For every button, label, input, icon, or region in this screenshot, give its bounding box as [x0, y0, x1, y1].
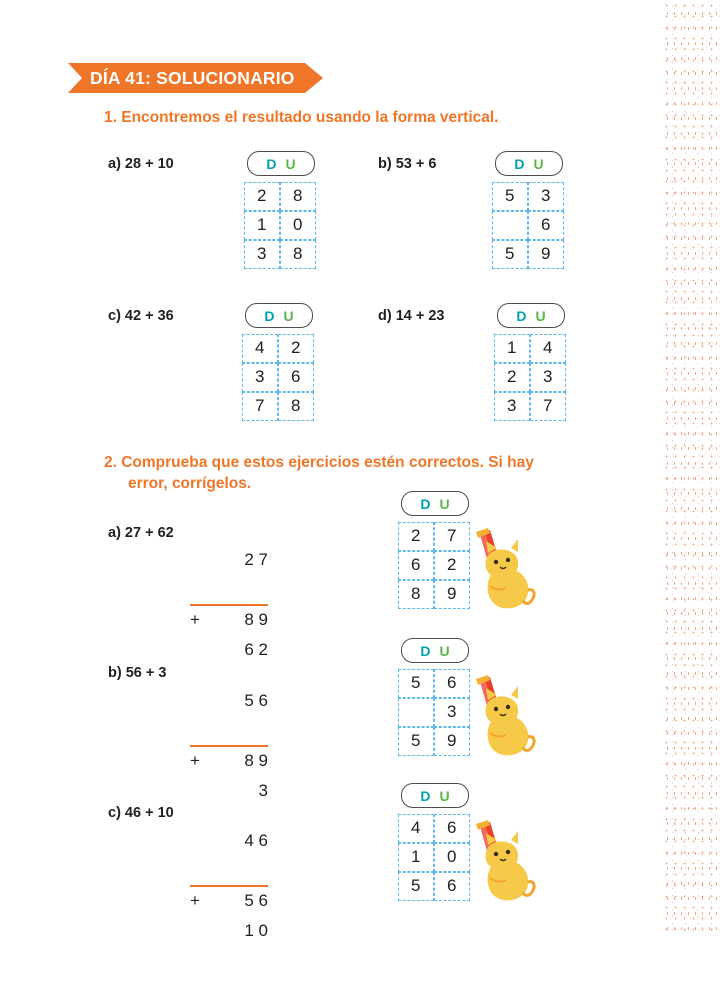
cell-bottom-tens: [398, 698, 435, 728]
work-top-row: [190, 826, 268, 856]
cell-top-tens: 5: [398, 669, 435, 699]
cat-with-pencil-icon: [466, 675, 538, 761]
cell-top-units: 2: [278, 334, 315, 364]
cell-top-tens: 1: [494, 334, 531, 364]
cell-result-units: 9: [434, 727, 471, 757]
d-label: D: [420, 495, 431, 512]
cell-bottom-units: 2: [434, 551, 471, 581]
d-label: D: [514, 155, 525, 172]
cell-result-tens: 8: [398, 580, 435, 610]
cell-top-units: 8: [280, 182, 317, 212]
student-work-2a: [190, 545, 268, 659]
cell-bottom-tens: 2: [494, 363, 531, 393]
exercise2-item-a-label: a) 27 + 62: [108, 525, 174, 541]
cell-bottom-units: 3: [530, 363, 567, 393]
cell-result-tens: 5: [398, 872, 435, 902]
cell-result-units: 6: [434, 872, 471, 902]
cell-bottom-units: 0: [280, 211, 317, 241]
cell-result-tens: 7: [242, 392, 279, 422]
cell-result-units: 9: [528, 240, 565, 270]
cat-with-pencil-icon: [466, 528, 538, 614]
du-header-2c: [401, 783, 469, 808]
work-bottom: 6 2: [244, 640, 268, 659]
du-header-1a: [247, 151, 315, 176]
student-work-2b: [190, 686, 268, 800]
cell-result-units: 8: [280, 240, 317, 270]
cell-result-tens: 5: [398, 727, 435, 757]
u-label: U: [439, 495, 450, 512]
cell-bottom-units: 6: [278, 363, 315, 393]
cell-result-units: 9: [434, 580, 471, 610]
cell-top-tens: 5: [492, 182, 529, 212]
exercise1-item-b-label: b) 53 + 6: [378, 156, 437, 172]
cell-result-tens: 3: [494, 392, 531, 422]
d-label: D: [420, 787, 431, 804]
exercise2-instruction-line1: 2. Comprueba que estos ejercicios estén correctos. Si hay: [104, 454, 534, 471]
u-label: U: [533, 155, 544, 172]
cell-bottom-tens: 1: [244, 211, 281, 241]
cell-bottom-tens: [492, 211, 529, 241]
cell-bottom-units: 6: [528, 211, 565, 241]
work-result-row: [190, 886, 268, 916]
work-result-row: [190, 746, 268, 776]
cell-result-tens: 3: [244, 240, 281, 270]
cell-top-units: 4: [530, 334, 567, 364]
cell-top-units: 3: [528, 182, 565, 212]
du-header-1d: [497, 303, 565, 328]
work-result: 5 6: [244, 891, 268, 910]
plus-sign: +: [190, 751, 200, 770]
plus-sign: +: [190, 610, 200, 629]
vertical-grid-2c: [398, 814, 470, 901]
exercise1-item-d-label: d) 14 + 23: [378, 308, 445, 324]
vertical-grid-1d: [494, 334, 566, 421]
cell-result-units: 7: [530, 392, 567, 422]
work-top: 2 7: [244, 550, 268, 569]
page-title-text: DÍA 41: SOLUCIONARIO: [90, 67, 295, 88]
work-bottom: 3: [258, 781, 268, 800]
u-label: U: [439, 642, 450, 659]
exercise1-instruction: 1. Encontremos el resultado usando la forma vertical.: [104, 109, 499, 126]
u-label: U: [535, 307, 546, 324]
cell-top-tens: 4: [398, 814, 435, 844]
du-header-1c: [245, 303, 313, 328]
student-work-2c: [190, 826, 268, 940]
cell-top-units: 7: [434, 522, 471, 552]
d-label: D: [264, 307, 275, 324]
cell-result-tens: 5: [492, 240, 529, 270]
cell-result-units: 8: [278, 392, 315, 422]
plus-sign: +: [190, 891, 200, 910]
decorative-speckle-band: [662, 0, 720, 932]
cell-top-units: 6: [434, 669, 471, 699]
u-label: U: [285, 155, 296, 172]
cell-top-tens: 4: [242, 334, 279, 364]
du-header-1b: [495, 151, 563, 176]
vertical-grid-1a: [244, 182, 316, 269]
work-top: 5 6: [244, 691, 268, 710]
cell-bottom-tens: 1: [398, 843, 435, 873]
cell-bottom-units: 0: [434, 843, 471, 873]
work-result-row: [190, 605, 268, 635]
vertical-grid-1c: [242, 334, 314, 421]
exercise2-instruction-line2: error, corrígelos.: [128, 475, 252, 492]
du-header-2b: [401, 638, 469, 663]
exercise2-item-b-label: b) 56 + 3: [108, 665, 167, 681]
work-bottom: 1 0: [244, 921, 268, 940]
u-label: U: [283, 307, 294, 324]
exercise2-item-c-label: c) 46 + 10: [108, 805, 174, 821]
work-result: 8 9: [244, 610, 268, 629]
work-top: 4 6: [244, 831, 268, 850]
d-label: D: [420, 642, 431, 659]
vertical-grid-1b: [492, 182, 564, 269]
page-title: [68, 63, 305, 93]
work-top-row: [190, 545, 268, 575]
work-top-row: [190, 686, 268, 716]
exercise1-item-a-label: a) 28 + 10: [108, 156, 174, 172]
vertical-grid-2b: [398, 669, 470, 756]
work-result: 8 9: [244, 751, 268, 770]
d-label: D: [516, 307, 527, 324]
vertical-grid-2a: [398, 522, 470, 609]
cell-top-units: 6: [434, 814, 471, 844]
cell-top-tens: 2: [244, 182, 281, 212]
cell-bottom-units: 3: [434, 698, 471, 728]
cat-with-pencil-icon: [466, 820, 538, 906]
cell-bottom-tens: 3: [242, 363, 279, 393]
band-divider: [661, 0, 662, 932]
exercise1-item-c-label: c) 42 + 36: [108, 308, 174, 324]
du-header-2a: [401, 491, 469, 516]
d-label: D: [266, 155, 277, 172]
u-label: U: [439, 787, 450, 804]
cell-top-tens: 2: [398, 522, 435, 552]
cell-bottom-tens: 6: [398, 551, 435, 581]
